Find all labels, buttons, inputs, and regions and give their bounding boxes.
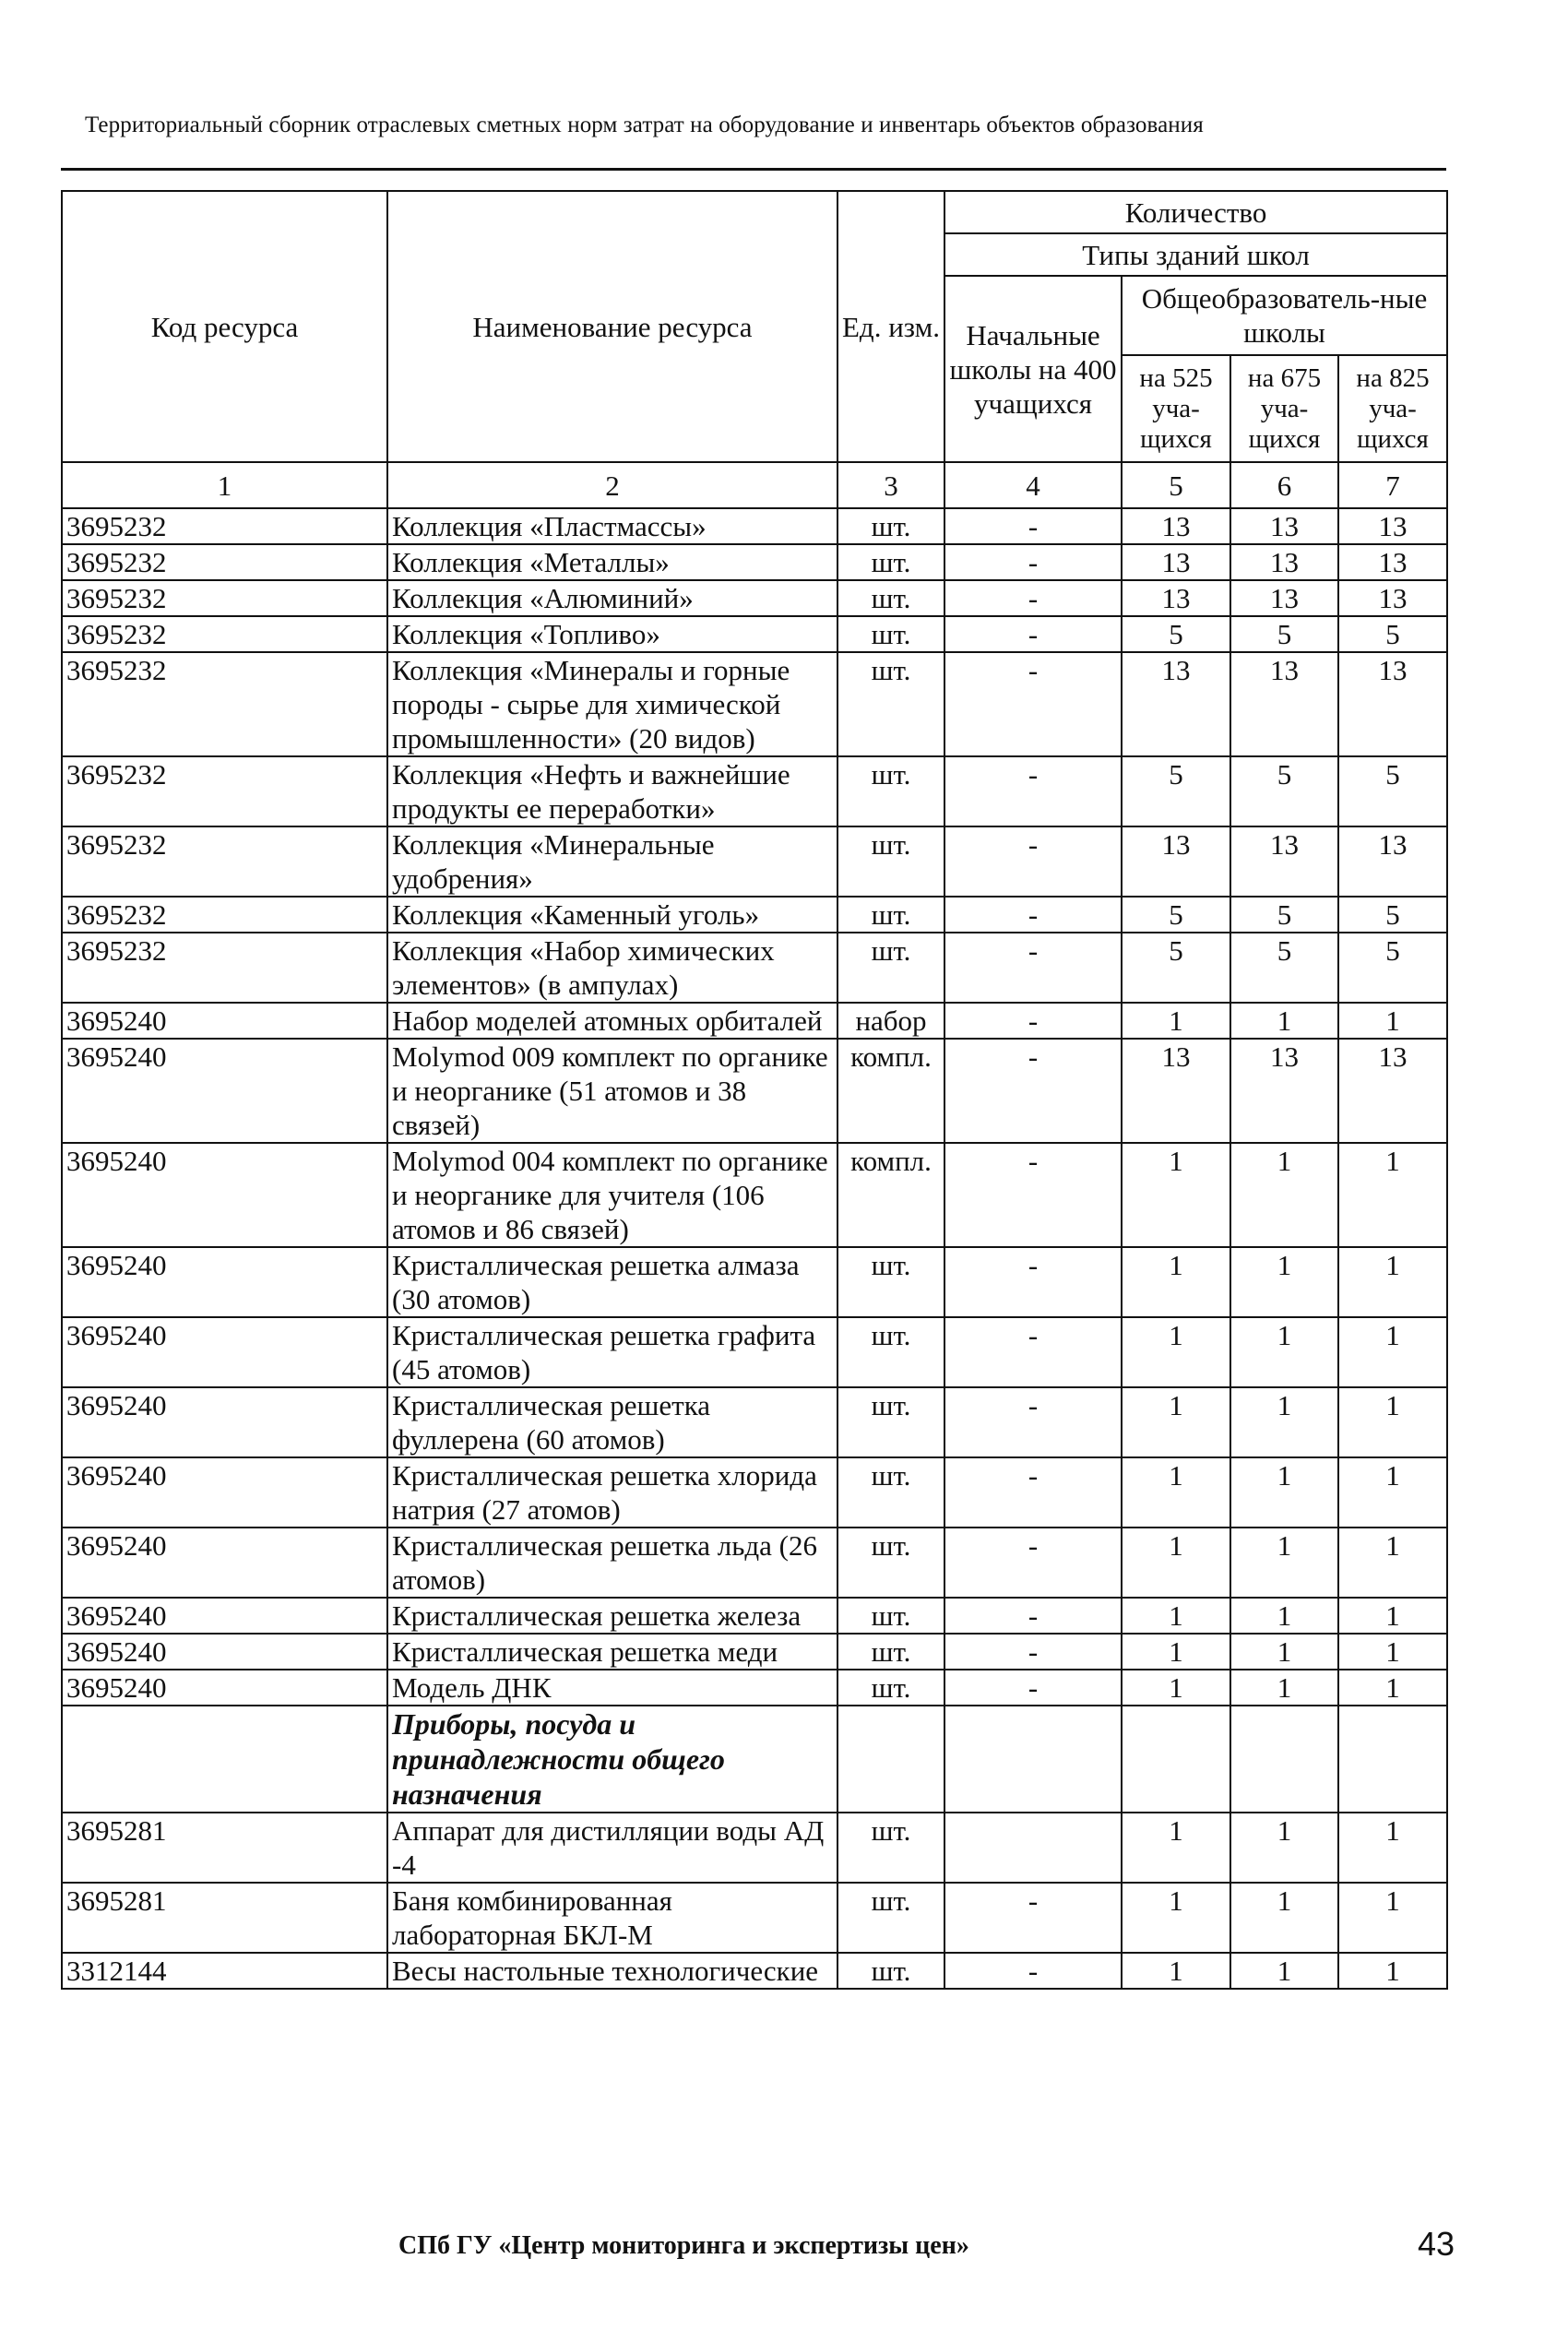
cell-qty-825: 1 xyxy=(1338,1883,1447,1953)
table-row xyxy=(62,826,1447,897)
cell-unit: шт. xyxy=(837,756,944,826)
table-row xyxy=(62,1039,1447,1143)
table-row xyxy=(62,897,1447,933)
cell-qty-400: - xyxy=(944,1247,1122,1317)
cell-name: Кристаллическая решетка хлорида натрия (27 атомов) xyxy=(387,1457,837,1528)
column-number: 5 xyxy=(1122,462,1230,508)
cell-name: Кристаллическая решетка меди xyxy=(387,1634,837,1670)
cell-qty-675: 5 xyxy=(1230,756,1338,826)
cell-qty-525 xyxy=(1122,1706,1230,1813)
cell-unit: шт. xyxy=(837,1813,944,1883)
cell-qty-675: 13 xyxy=(1230,544,1338,580)
cell-qty-525: 13 xyxy=(1122,544,1230,580)
cell-qty-400: - xyxy=(944,652,1122,756)
header-unit: Ед. изм. xyxy=(837,191,944,462)
cell-qty-400: - xyxy=(944,1953,1122,1989)
header-name: Наименование ресурса xyxy=(387,191,837,462)
cell-code: 3695232 xyxy=(62,897,387,933)
cell-qty-525: 5 xyxy=(1122,616,1230,652)
cell-qty-400: - xyxy=(944,933,1122,1003)
cell-qty-400: - xyxy=(944,1598,1122,1634)
cell-name: Коллекция «Топливо» xyxy=(387,616,837,652)
cell-qty-825: 13 xyxy=(1338,580,1447,616)
cell-code: 3695281 xyxy=(62,1883,387,1953)
cell-qty-675: 1 xyxy=(1230,1457,1338,1528)
table-header xyxy=(62,191,1447,508)
header-code: Код ресурса xyxy=(62,191,387,462)
cell-qty-675: 5 xyxy=(1230,897,1338,933)
cell-name: Кристаллическая решетка графита (45 атомов) xyxy=(387,1317,837,1387)
cell-code: 3695232 xyxy=(62,616,387,652)
table-row xyxy=(62,1953,1447,1989)
cell-unit: шт. xyxy=(837,616,944,652)
cell-unit: шт. xyxy=(837,897,944,933)
column-number: 3 xyxy=(837,462,944,508)
cell-code: 3695232 xyxy=(62,756,387,826)
cell-qty-525: 13 xyxy=(1122,508,1230,544)
cell-unit: шт. xyxy=(837,1247,944,1317)
cell-qty-525: 5 xyxy=(1122,897,1230,933)
cell-qty-525: 1 xyxy=(1122,1598,1230,1634)
table-row xyxy=(62,756,1447,826)
table-row xyxy=(62,1003,1447,1039)
cell-qty-825: 1 xyxy=(1338,1670,1447,1706)
table-row xyxy=(62,508,1447,544)
cell-qty-675: 1 xyxy=(1230,1317,1338,1387)
cell-qty-400: - xyxy=(944,1528,1122,1598)
cell-qty-525: 13 xyxy=(1122,1039,1230,1143)
cell-unit: шт. xyxy=(837,508,944,544)
cell-name: Коллекция «Алюминий» xyxy=(387,580,837,616)
cell-code: 3695240 xyxy=(62,1039,387,1143)
cell-qty-525: 13 xyxy=(1122,652,1230,756)
header-825-students: на 825 уча-щихся xyxy=(1338,355,1447,462)
cell-qty-400: - xyxy=(944,897,1122,933)
cell-qty-525: 1 xyxy=(1122,1317,1230,1387)
table-row xyxy=(62,544,1447,580)
table-row xyxy=(62,933,1447,1003)
cell-code xyxy=(62,1706,387,1813)
column-number: 6 xyxy=(1230,462,1338,508)
cell-qty-825: 1 xyxy=(1338,1813,1447,1883)
table-row xyxy=(62,616,1447,652)
cell-qty-525: 5 xyxy=(1122,756,1230,826)
cell-qty-825: 1 xyxy=(1338,1598,1447,1634)
cell-qty-675: 13 xyxy=(1230,826,1338,897)
cell-qty-400: - xyxy=(944,1143,1122,1247)
cell-qty-825: 1 xyxy=(1338,1387,1447,1457)
cell-unit: шт. xyxy=(837,1457,944,1528)
cell-qty-675: 1 xyxy=(1230,1143,1338,1247)
table-row xyxy=(62,652,1447,756)
cell-unit: шт. xyxy=(837,1317,944,1387)
cell-qty-400 xyxy=(944,1706,1122,1813)
cell-qty-825 xyxy=(1338,1706,1447,1813)
header-general-schools: Общеобразователь-ные школы xyxy=(1122,276,1447,355)
cell-unit: шт. xyxy=(837,1387,944,1457)
cell-qty-400: - xyxy=(944,508,1122,544)
cell-code: 3695240 xyxy=(62,1634,387,1670)
column-number: 2 xyxy=(387,462,837,508)
section-row xyxy=(62,1706,1447,1813)
cell-qty-825: 1 xyxy=(1338,1634,1447,1670)
cell-name: Весы настольные технологические xyxy=(387,1953,837,1989)
cell-qty-825: 1 xyxy=(1338,1457,1447,1528)
cell-unit: шт. xyxy=(837,1634,944,1670)
column-number-row xyxy=(62,462,1447,508)
cell-code: 3695240 xyxy=(62,1317,387,1387)
cell-qty-400 xyxy=(944,1813,1122,1883)
page-number: 43 xyxy=(1418,2225,1455,2263)
cell-code: 3695232 xyxy=(62,933,387,1003)
cell-unit xyxy=(837,1706,944,1813)
cell-qty-825: 1 xyxy=(1338,1247,1447,1317)
cell-qty-675: 5 xyxy=(1230,933,1338,1003)
cell-qty-525: 1 xyxy=(1122,1457,1230,1528)
cell-qty-825: 1 xyxy=(1338,1003,1447,1039)
header-quantity: Количество xyxy=(944,191,1447,233)
cell-qty-400: - xyxy=(944,1003,1122,1039)
cell-unit: компл. xyxy=(837,1039,944,1143)
cell-qty-675: 1 xyxy=(1230,1598,1338,1634)
header-primary-schools: Начальные школы на 400 учащихся xyxy=(944,276,1122,462)
cell-code: 3695232 xyxy=(62,544,387,580)
cell-qty-525: 1 xyxy=(1122,1003,1230,1039)
table-row xyxy=(62,1387,1447,1457)
cell-qty-675: 1 xyxy=(1230,1003,1338,1039)
cell-qty-400: - xyxy=(944,1457,1122,1528)
cell-name: Кристаллическая решетка фуллерена (60 атомов) xyxy=(387,1387,837,1457)
cell-qty-400: - xyxy=(944,580,1122,616)
cell-qty-525: 1 xyxy=(1122,1813,1230,1883)
cell-code: 3695240 xyxy=(62,1670,387,1706)
cell-unit: шт. xyxy=(837,1670,944,1706)
cell-qty-400: - xyxy=(944,1634,1122,1670)
cell-unit: шт. xyxy=(837,652,944,756)
header-divider xyxy=(61,168,1446,171)
cell-qty-525: 13 xyxy=(1122,826,1230,897)
cell-code: 3695232 xyxy=(62,826,387,897)
cell-qty-525: 1 xyxy=(1122,1247,1230,1317)
table-row xyxy=(62,580,1447,616)
cell-qty-400: - xyxy=(944,1317,1122,1387)
table-row xyxy=(62,1598,1447,1634)
cell-unit: шт. xyxy=(837,1953,944,1989)
cell-name: Аппарат для дистилляции воды АД -4 xyxy=(387,1813,837,1883)
cell-qty-825: 5 xyxy=(1338,933,1447,1003)
cell-qty-400: - xyxy=(944,544,1122,580)
cell-qty-525: 1 xyxy=(1122,1528,1230,1598)
table-row xyxy=(62,1317,1447,1387)
cell-qty-675: 1 xyxy=(1230,1813,1338,1883)
cell-code: 3695240 xyxy=(62,1528,387,1598)
cell-code: 3695240 xyxy=(62,1598,387,1634)
cell-qty-675: 1 xyxy=(1230,1634,1338,1670)
cell-unit: компл. xyxy=(837,1143,944,1247)
cell-code: 3695281 xyxy=(62,1813,387,1883)
cell-name: Коллекция «Нефть и важнейшие продукты ее переработки» xyxy=(387,756,837,826)
cell-qty-400: - xyxy=(944,1883,1122,1953)
cell-unit: набор xyxy=(837,1003,944,1039)
section-title: Приборы, посуда и принадлежности общего назначения xyxy=(387,1706,837,1813)
cell-qty-675: 13 xyxy=(1230,580,1338,616)
cell-qty-825: 13 xyxy=(1338,652,1447,756)
cell-name: Коллекция «Пластмассы» xyxy=(387,508,837,544)
cell-qty-400: - xyxy=(944,1387,1122,1457)
cell-qty-825: 1 xyxy=(1338,1143,1447,1247)
table-row xyxy=(62,1247,1447,1317)
cell-qty-525: 1 xyxy=(1122,1634,1230,1670)
cell-qty-675: 1 xyxy=(1230,1247,1338,1317)
cell-code: 3695240 xyxy=(62,1387,387,1457)
cell-name: Кристаллическая решетка алмаза (30 атомов) xyxy=(387,1247,837,1317)
cell-code: 3312144 xyxy=(62,1953,387,1989)
cell-qty-525: 1 xyxy=(1122,1670,1230,1706)
cell-qty-825: 13 xyxy=(1338,826,1447,897)
cell-qty-825: 5 xyxy=(1338,616,1447,652)
cell-name: Коллекция «Минеральные удобрения» xyxy=(387,826,837,897)
cell-qty-525: 1 xyxy=(1122,1387,1230,1457)
cell-qty-675: 1 xyxy=(1230,1883,1338,1953)
cell-code: 3695240 xyxy=(62,1143,387,1247)
cell-code: 3695232 xyxy=(62,508,387,544)
cell-qty-825: 13 xyxy=(1338,508,1447,544)
cell-qty-675 xyxy=(1230,1706,1338,1813)
cell-unit: шт. xyxy=(837,933,944,1003)
header-675-students: на 675 уча-щихся xyxy=(1230,355,1338,462)
cell-qty-525: 1 xyxy=(1122,1953,1230,1989)
cell-qty-675: 13 xyxy=(1230,1039,1338,1143)
cell-name: Коллекция «Минералы и горные породы - сырье для химической промышленности» (20 видов) xyxy=(387,652,837,756)
cell-name: Molymod 009 комплект по органике и неорганике (51 атомов и 38 связей) xyxy=(387,1039,837,1143)
cell-name: Баня комбинированная лабораторная БКЛ-М xyxy=(387,1883,837,1953)
table-body xyxy=(62,508,1447,1989)
cell-qty-400: - xyxy=(944,616,1122,652)
header-525-students: на 525 уча-щихся xyxy=(1122,355,1230,462)
cell-qty-525: 1 xyxy=(1122,1883,1230,1953)
table-row xyxy=(62,1634,1447,1670)
cell-name: Кристаллическая решетка железа xyxy=(387,1598,837,1634)
cell-qty-825: 1 xyxy=(1338,1317,1447,1387)
cell-code: 3695240 xyxy=(62,1457,387,1528)
cell-qty-675: 1 xyxy=(1230,1528,1338,1598)
cell-qty-400: - xyxy=(944,1670,1122,1706)
cell-name: Коллекция «Металлы» xyxy=(387,544,837,580)
cell-qty-675: 13 xyxy=(1230,652,1338,756)
cell-qty-825: 13 xyxy=(1338,544,1447,580)
cell-qty-675: 1 xyxy=(1230,1387,1338,1457)
table-row xyxy=(62,1528,1447,1598)
cell-code: 3695240 xyxy=(62,1247,387,1317)
cell-name: Коллекция «Набор химических элементов» (в ампулах) xyxy=(387,933,837,1003)
cell-qty-400: - xyxy=(944,826,1122,897)
cell-qty-675: 13 xyxy=(1230,508,1338,544)
cell-unit: шт. xyxy=(837,544,944,580)
cell-qty-675: 1 xyxy=(1230,1953,1338,1989)
resource-table xyxy=(61,190,1448,1990)
cell-code: 3695240 xyxy=(62,1003,387,1039)
cell-qty-400: - xyxy=(944,1039,1122,1143)
header-building-types: Типы зданий школ xyxy=(944,233,1447,276)
cell-name: Набор моделей атомных орбиталей xyxy=(387,1003,837,1039)
table-row xyxy=(62,1813,1447,1883)
cell-unit: шт. xyxy=(837,826,944,897)
table-row xyxy=(62,1883,1447,1953)
cell-unit: шт. xyxy=(837,580,944,616)
table-row xyxy=(62,1670,1447,1706)
column-number: 1 xyxy=(62,462,387,508)
cell-name: Molymod 004 комплект по органике и неорганике для учителя (106 атомов и 86 связей) xyxy=(387,1143,837,1247)
column-number: 7 xyxy=(1338,462,1447,508)
running-header: Территориальный сборник отраслевых сметных норм затрат на оборудование и инвентарь объектов образования xyxy=(85,113,1204,137)
cell-unit: шт. xyxy=(837,1883,944,1953)
table-row xyxy=(62,1457,1447,1528)
cell-qty-525: 5 xyxy=(1122,933,1230,1003)
cell-qty-525: 13 xyxy=(1122,580,1230,616)
cell-qty-825: 5 xyxy=(1338,897,1447,933)
cell-qty-825: 13 xyxy=(1338,1039,1447,1143)
cell-unit: шт. xyxy=(837,1598,944,1634)
cell-name: Коллекция «Каменный уголь» xyxy=(387,897,837,933)
cell-name: Кристаллическая решетка льда (26 атомов) xyxy=(387,1528,837,1598)
cell-qty-825: 5 xyxy=(1338,756,1447,826)
cell-qty-675: 1 xyxy=(1230,1670,1338,1706)
cell-unit: шт. xyxy=(837,1528,944,1598)
cell-qty-675: 5 xyxy=(1230,616,1338,652)
cell-qty-825: 1 xyxy=(1338,1953,1447,1989)
footer-organization: СПб ГУ «Центр мониторинга и экспертизы цен» xyxy=(398,2231,969,2260)
column-number: 4 xyxy=(944,462,1122,508)
cell-name: Модель ДНК xyxy=(387,1670,837,1706)
cell-qty-525: 1 xyxy=(1122,1143,1230,1247)
cell-qty-400: - xyxy=(944,756,1122,826)
cell-code: 3695232 xyxy=(62,652,387,756)
cell-code: 3695232 xyxy=(62,580,387,616)
cell-qty-825: 1 xyxy=(1338,1528,1447,1598)
table-row xyxy=(62,1143,1447,1247)
